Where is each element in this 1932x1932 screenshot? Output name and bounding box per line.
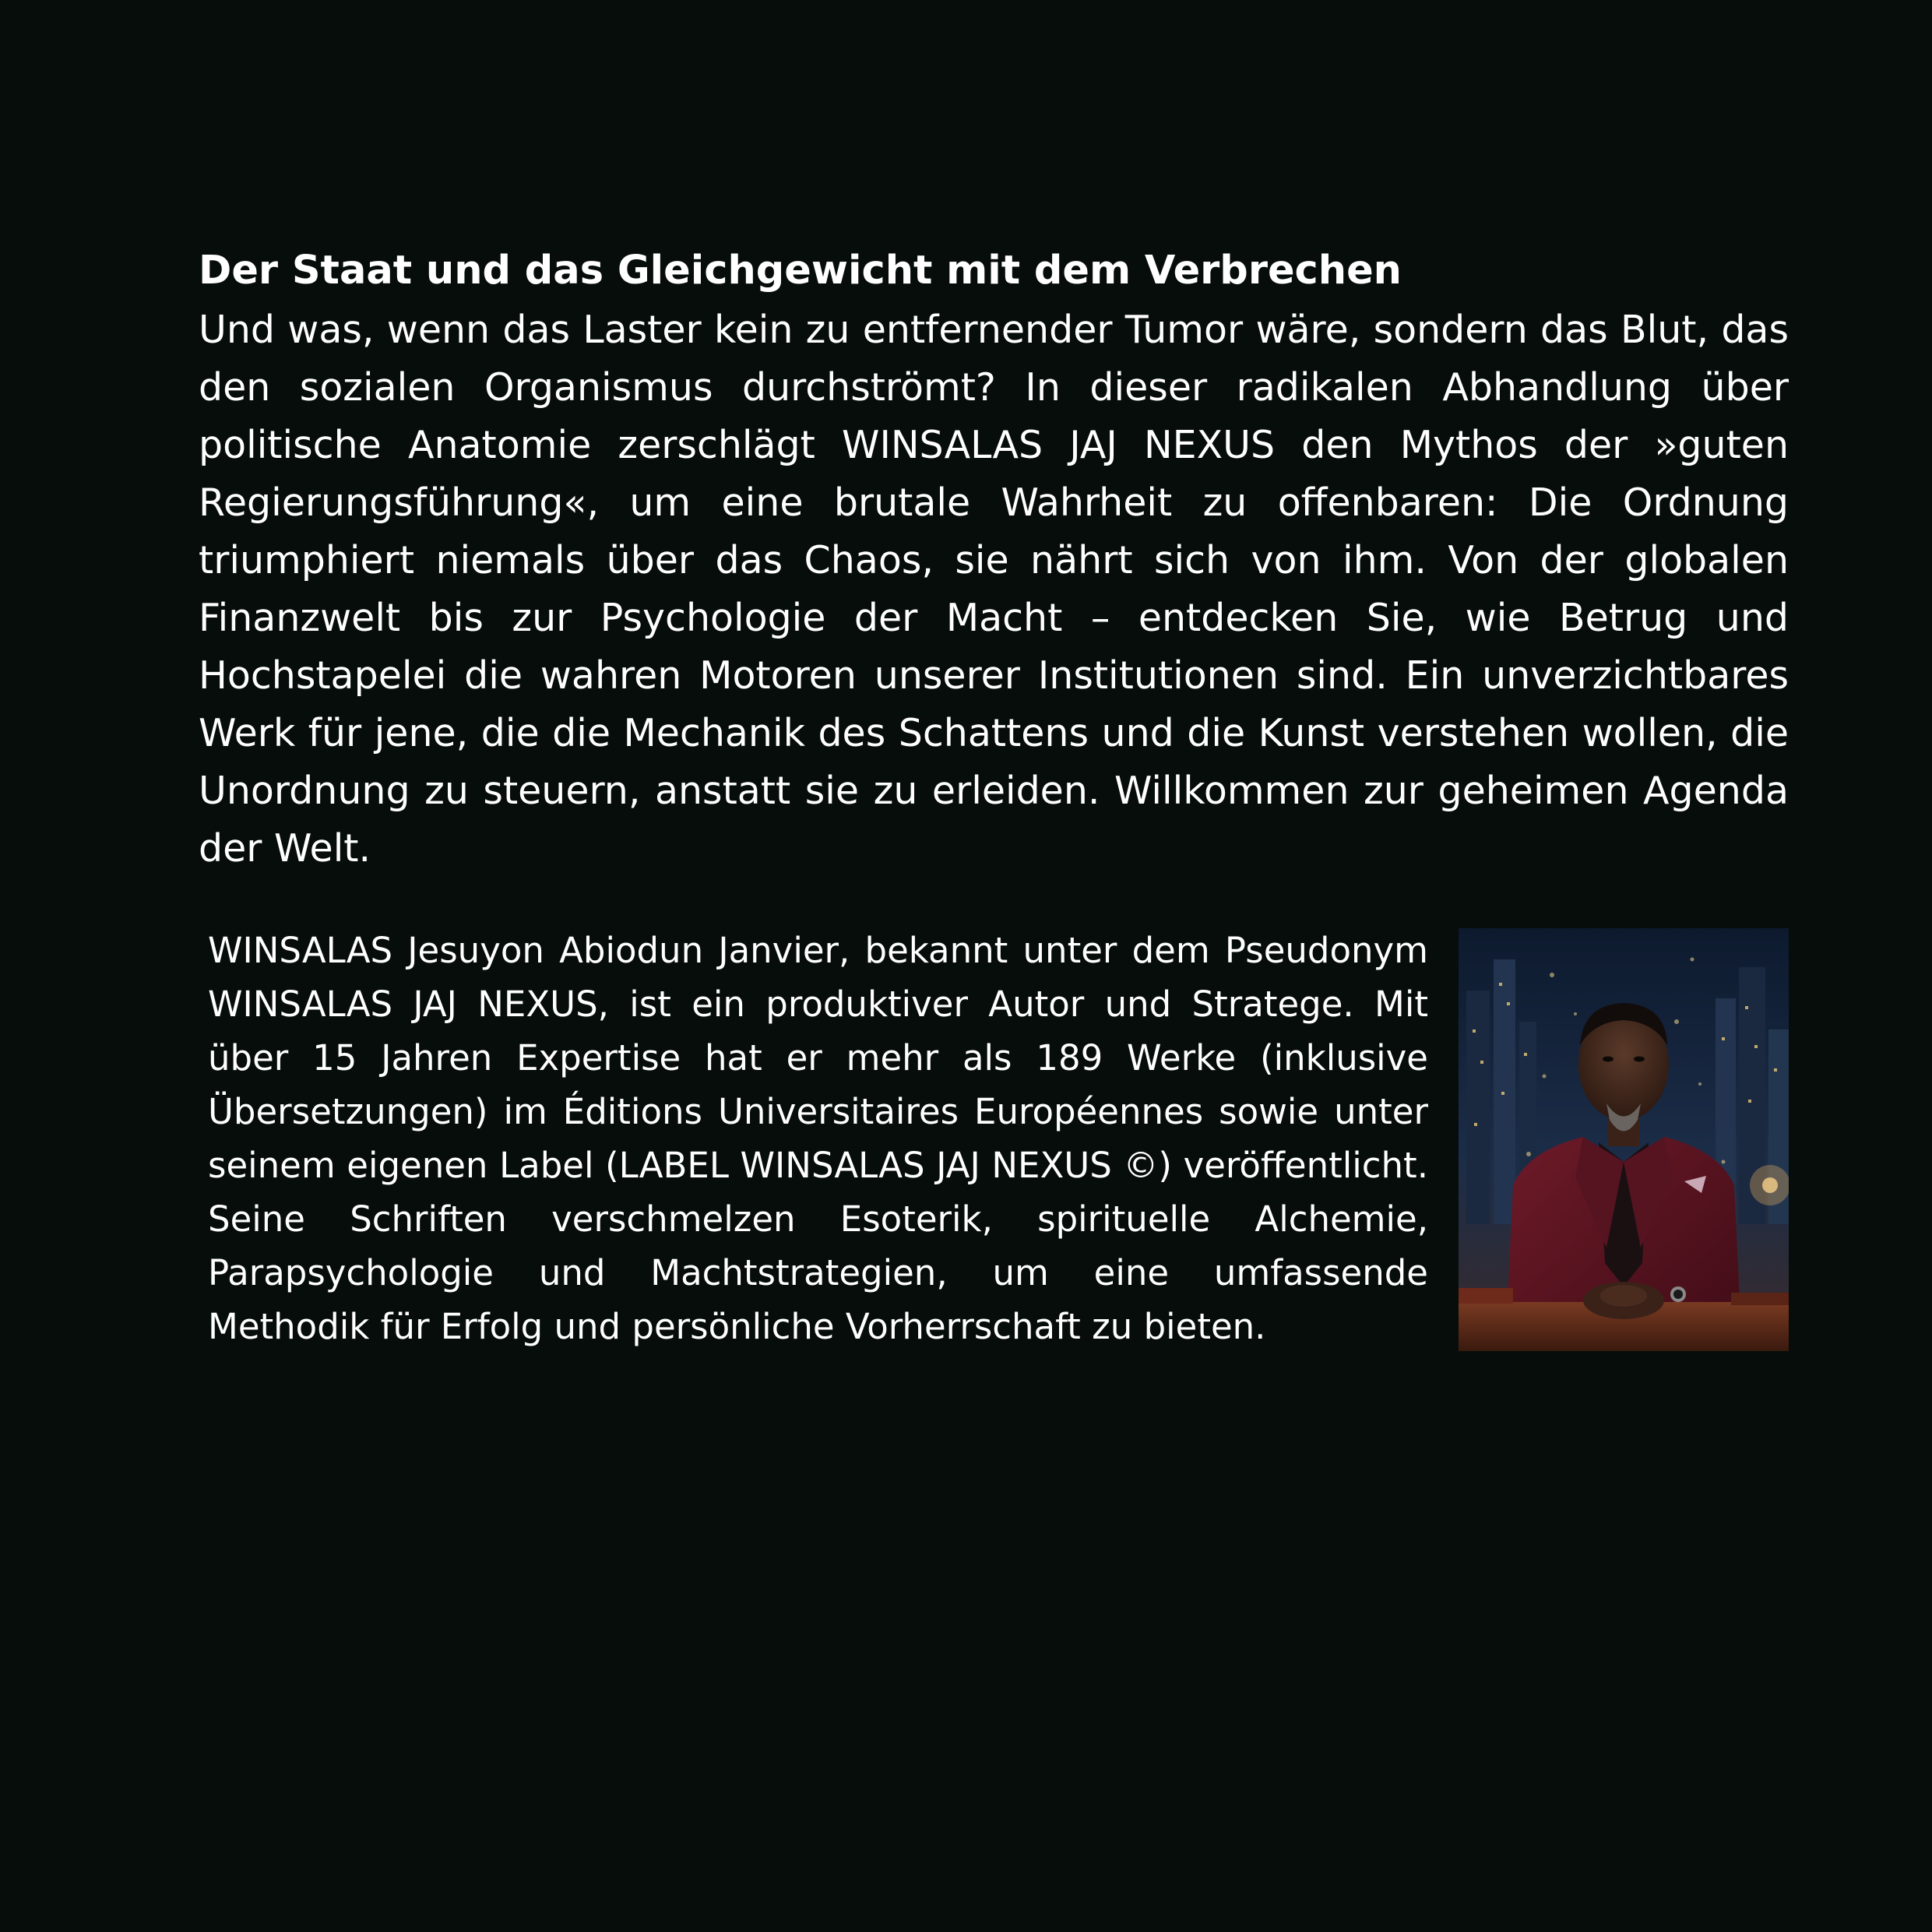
author-bio: WINSALAS Jesuyon Abiodun Janvier, bekannt unter dem Pseudonym WINSALAS JAJ NEXUS, ist ein produktiver Autor und Stratege. Mit über 15 Jahren Expertise hat er mehr als 189 Werke (inklusive Übersetzungen) im Éditions Universitaires Européennes sowie unter seinem eigenen Label (LABEL WINSALAS JAJ NEXUS ©) veröffentlicht. Seine Schriften verschmelzen Esoterik, spirituelle Alchemie, Parapsychologie und Machtstrategien, um eine umfassende Methodik für Erfolg und persönliche Vorherrschaft zu bieten. xyxy=(208,930,1428,1347)
author-portrait-illustration xyxy=(1459,928,1789,1351)
author-portrait xyxy=(1459,928,1789,1351)
book-blurb: Und was, wenn das Laster kein zu entfernender Tumor wäre, sondern das Blut, das den sozialen Organismus durchströmt? In dieser radikalen Abhandlung über politische Anatomie zerschlägt WINSALAS JAJ NEXUS den Mythos der »guten Regierungsführung«, um eine brutale Wahrheit zu offenbaren: Die Ordnung triumphiert niemals über das Chaos, sie nährt sich von ihm. Von der globalen Finanzwelt bis zur Psychologie der Macht – entdecken Sie, wie Betrug und Hochstapelei die wahren Motoren unserer Institutionen sind. Ein unverzichtbares Werk für jene, die die Mechanik des Schattens und die Kunst verstehen wollen, die Unordnung zu steuern, anstatt sie zu erleiden. Willkommen zur geheimen Agenda der Welt. xyxy=(199,308,1789,871)
book-title: Der Staat und das Gleichgewicht mit dem Verbrechen xyxy=(199,248,1402,294)
